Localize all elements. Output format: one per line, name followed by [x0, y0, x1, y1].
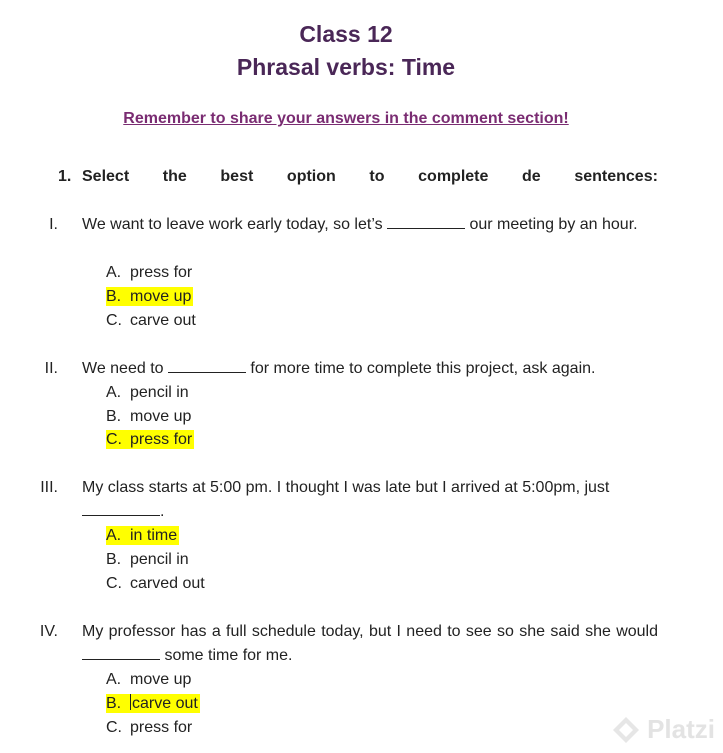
question-number: II.: [44, 360, 58, 377]
question-number: III.: [40, 479, 58, 496]
reminder-note: Remember to share your answers in the comment section!: [123, 110, 569, 127]
instruction-text: [82, 167, 658, 187]
text-cursor: [130, 694, 131, 710]
question-text: My class starts at 5:00 pm. I thought I was late but I arrived at 5:00pm, just .: [82, 479, 610, 520]
instruction-word: Select: [82, 168, 130, 185]
instruction-word: complete: [418, 168, 489, 185]
option-b-correct[interactable]: B. carve out: [106, 695, 198, 712]
question-text: We want to leave work early today, so let’s our meeting by an hour.: [82, 216, 638, 233]
watermark-text: Platzi: [647, 714, 715, 744]
instruction-word: sentences:: [574, 168, 658, 185]
option-c-correct[interactable]: C. press for: [106, 431, 193, 448]
answer-blank: [387, 214, 465, 229]
answer-blank: [168, 358, 246, 373]
question-number: IV.: [39, 623, 58, 640]
instruction-word: the: [162, 168, 187, 185]
option-a[interactable]: A. press for: [106, 264, 193, 281]
instruction-word: de: [522, 168, 541, 185]
page-subtitle: Phrasal verbs: Time: [236, 54, 456, 80]
option-b-correct[interactable]: B. move up: [106, 288, 192, 305]
answer-blank: [82, 501, 160, 516]
platzi-watermark: [611, 714, 715, 745]
option-c[interactable]: C. press for: [106, 719, 193, 736]
option-c[interactable]: C. carve out: [106, 312, 196, 329]
option-c[interactable]: C. carved out: [106, 575, 205, 592]
question-text: We need to for more time to complete this project, ask again.: [82, 360, 596, 377]
instruction-word: to: [369, 168, 385, 185]
option-a[interactable]: A. move up: [106, 671, 192, 688]
instruction-word: best: [220, 168, 254, 185]
instruction-word: option: [286, 168, 336, 185]
answer-blank: [82, 645, 160, 660]
question-number: I.: [49, 216, 58, 233]
option-b[interactable]: B. pencil in: [106, 551, 189, 568]
page-title: Class 12: [299, 21, 393, 47]
platzi-logo-icon: [611, 715, 641, 745]
option-a[interactable]: A. pencil in: [106, 384, 189, 401]
option-b[interactable]: B. move up: [106, 408, 192, 425]
instruction-number: 1.: [58, 168, 72, 185]
question-text: My professor has a full schedule today, but I need to see so she said she would some time for me.: [82, 623, 658, 664]
option-a-correct[interactable]: A. in time: [106, 527, 178, 544]
